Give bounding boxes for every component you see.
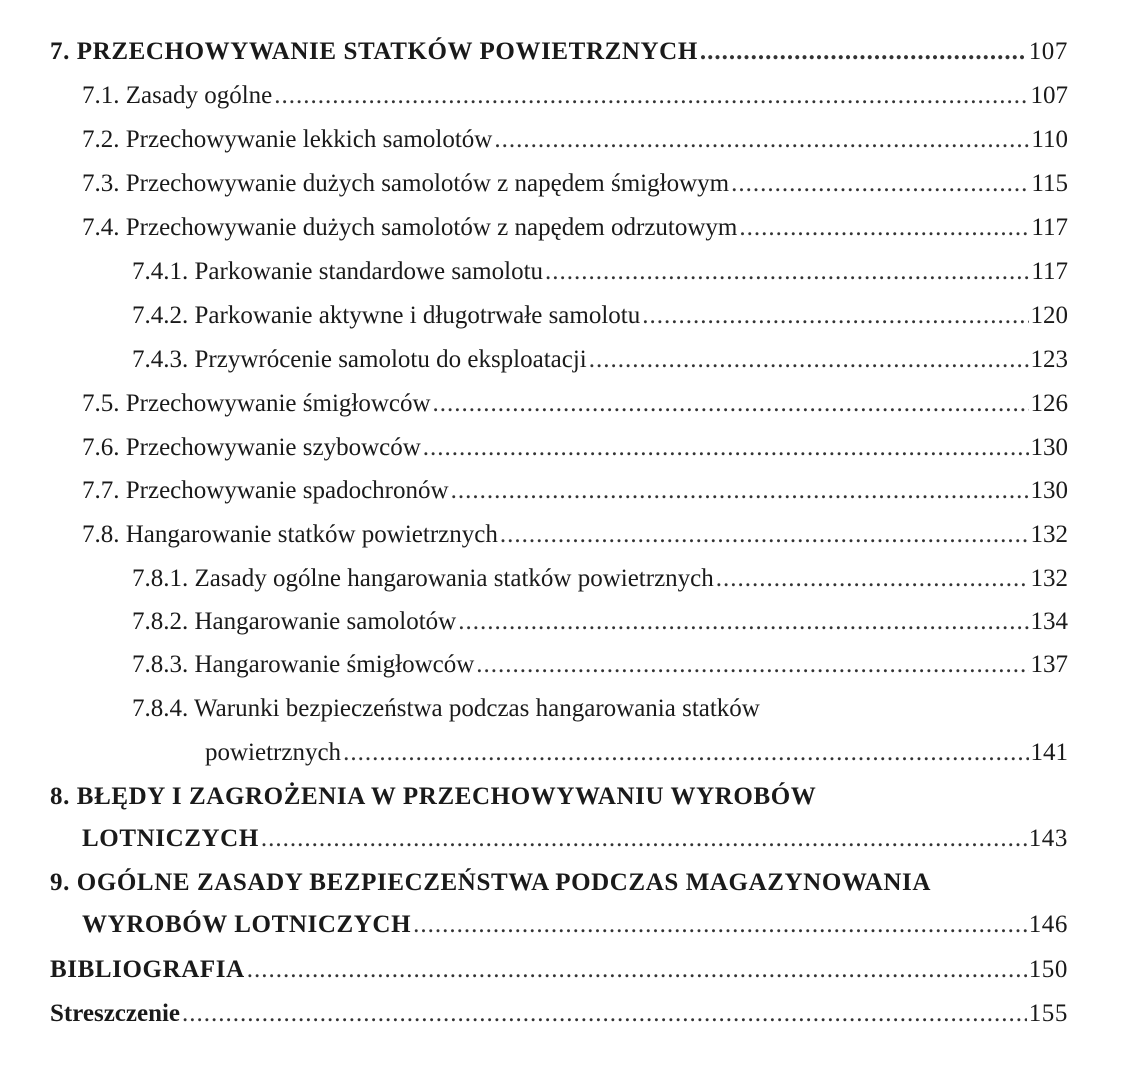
toc-entry-page: 123 bbox=[1030, 346, 1068, 373]
toc-entry-title: 7.8.2. Hangarowanie samolotów bbox=[132, 608, 457, 635]
toc-entry-page: 132 bbox=[1030, 565, 1068, 592]
toc-entry-page: 130 bbox=[1030, 434, 1068, 461]
toc-entry-title: 7.3. Przechowywanie dużych samolotów z napędem śmigłowym bbox=[82, 170, 730, 197]
toc-entry-7-4-1[interactable] bbox=[0, 252, 1128, 292]
toc-entry-7-8-4[interactable] bbox=[0, 689, 1128, 773]
toc-entry-7-1[interactable] bbox=[0, 76, 1128, 116]
toc-entry-title: 7. PRZECHOWYWANIE STATKÓW POWIETRZNYCH bbox=[50, 38, 698, 65]
dot-leader bbox=[476, 645, 1028, 685]
toc-entry-title: 7.5. Przechowywanie śmigłowców bbox=[82, 390, 431, 417]
toc-entry-page: 126 bbox=[1030, 390, 1068, 417]
toc-entry-title: 7.4.3. Przywrócenie samolotu do eksploatacji bbox=[132, 346, 587, 373]
toc-entry-page: 155 bbox=[1028, 1000, 1068, 1027]
toc-entry-title: Streszczenie bbox=[50, 1000, 181, 1027]
toc-entry-7-5[interactable] bbox=[0, 384, 1128, 424]
toc-entry-page: 110 bbox=[1031, 126, 1068, 153]
toc-entry-title: 7.2. Przechowywanie lekkich samolotów bbox=[82, 126, 493, 153]
toc-entry-title: 7.4.1. Parkowanie standardowe samolotu bbox=[132, 258, 544, 285]
dot-leader bbox=[716, 559, 1029, 599]
toc-entry-title-continued: WYROBÓW LOTNICZYCH bbox=[82, 911, 412, 938]
toc-entry-page: 115 bbox=[1031, 170, 1068, 197]
dot-leader bbox=[731, 164, 1029, 204]
toc-entry-7-4-3[interactable] bbox=[0, 340, 1128, 380]
toc-entry-chapter-9[interactable] bbox=[0, 863, 1128, 947]
toc-entry-7-2[interactable] bbox=[0, 120, 1128, 160]
dot-leader bbox=[413, 905, 1027, 945]
dot-leader bbox=[247, 950, 1027, 990]
toc-entry-page: 132 bbox=[1030, 521, 1068, 548]
toc-entry-7-8-2[interactable] bbox=[0, 602, 1128, 642]
dot-leader bbox=[261, 819, 1027, 859]
toc-entry-7-8-1[interactable] bbox=[0, 559, 1128, 599]
toc-entry-title-continued: LOTNICZYCH bbox=[82, 825, 259, 852]
dot-leader bbox=[433, 384, 1029, 424]
dot-leader bbox=[494, 120, 1029, 160]
toc-entry-chapter-8[interactable] bbox=[0, 777, 1128, 861]
toc-entry-page: 134 bbox=[1030, 608, 1068, 635]
toc-entry-title-continued: powietrznych bbox=[205, 739, 342, 766]
toc-entry-title: 7.8.1. Zasady ogólne hangarowania statków powietrznych bbox=[132, 565, 714, 592]
dot-leader bbox=[642, 296, 1028, 336]
toc-entry-page: 107 bbox=[1028, 38, 1068, 65]
dot-leader bbox=[700, 32, 1027, 72]
toc-entry-page: 117 bbox=[1031, 258, 1068, 285]
dot-leader bbox=[182, 994, 1027, 1034]
toc-entry-title: 9. OGÓLNE ZASADY BEZPIECZEŃSTWA PODCZAS MAGAZYNOWANIA bbox=[50, 869, 932, 896]
dot-leader bbox=[423, 428, 1029, 468]
toc-entry-page: 137 bbox=[1030, 651, 1068, 678]
toc-entry-7-8[interactable] bbox=[0, 515, 1128, 555]
toc-entry-page: 117 bbox=[1031, 214, 1068, 241]
dot-leader bbox=[589, 340, 1029, 380]
toc-entry-title: 7.1. Zasady ogólne bbox=[82, 82, 273, 109]
toc-entry-7-8-3[interactable] bbox=[0, 645, 1128, 685]
toc-entry-7-4[interactable] bbox=[0, 208, 1128, 248]
toc-entry-title: 7.8.4. Warunki bezpieczeństwa podczas hangarowania statków bbox=[132, 695, 760, 722]
toc-entry-page: 141 bbox=[1030, 739, 1068, 766]
dot-leader bbox=[500, 515, 1029, 555]
toc-entry-title: 7.4. Przechowywanie dużych samolotów z napędem odrzutowym bbox=[82, 214, 738, 241]
dot-leader bbox=[458, 602, 1028, 642]
toc-entry-page: 146 bbox=[1028, 911, 1068, 938]
toc-entry-title: 7.6. Przechowywanie szybowców bbox=[82, 434, 421, 461]
toc-entry-title: 7.4.2. Parkowanie aktywne i długotrwałe samolotu bbox=[132, 302, 641, 329]
toc-entry-title: 7.8. Hangarowanie statków powietrznych bbox=[82, 521, 498, 548]
toc-entry-chapter-7[interactable] bbox=[0, 32, 1128, 72]
dot-leader bbox=[343, 733, 1028, 773]
toc-entry-title: 7.7. Przechowywanie spadochronów bbox=[82, 477, 449, 504]
toc-entry-page: 130 bbox=[1030, 477, 1068, 504]
toc-entry-summary[interactable] bbox=[0, 994, 1128, 1034]
dot-leader bbox=[274, 76, 1028, 116]
toc-entry-7-3[interactable] bbox=[0, 164, 1128, 204]
toc-entry-page: 143 bbox=[1028, 825, 1068, 852]
toc-entry-title: 8. BŁĘDY I ZAGROŻENIA W PRZECHOWYWANIU WYROBÓW bbox=[50, 783, 817, 810]
dot-leader bbox=[545, 252, 1029, 292]
toc-entry-7-4-2[interactable] bbox=[0, 296, 1128, 336]
dot-leader bbox=[451, 471, 1029, 511]
toc-entry-bibliography[interactable] bbox=[0, 950, 1128, 990]
toc-entry-page: 107 bbox=[1030, 82, 1068, 109]
toc-entry-title: BIBLIOGRAFIA bbox=[50, 956, 245, 983]
toc-entry-page: 150 bbox=[1028, 956, 1068, 983]
toc-entry-page: 120 bbox=[1030, 302, 1068, 329]
toc-entry-7-6[interactable] bbox=[0, 428, 1128, 468]
toc-entry-7-7[interactable] bbox=[0, 471, 1128, 511]
toc-entry-title: 7.8.3. Hangarowanie śmigłowców bbox=[132, 651, 475, 678]
dot-leader bbox=[739, 208, 1029, 248]
